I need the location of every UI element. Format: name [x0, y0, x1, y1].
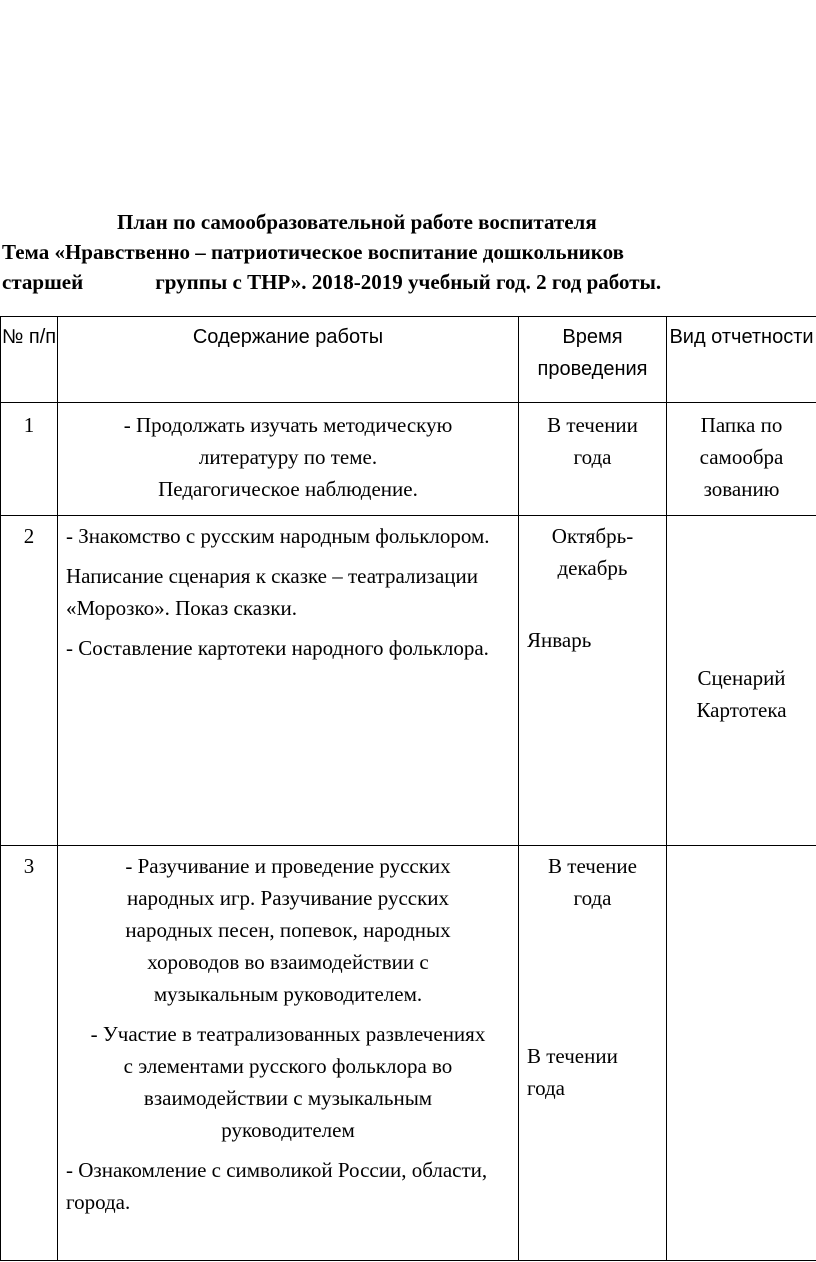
table-header-row: [1, 317, 816, 403]
row-2-content: [58, 516, 519, 846]
table-row: [1, 846, 816, 1261]
row-1-content-p1: - Продолжать изучать методическую литературу по теме.: [123, 413, 453, 469]
row-3-report: [667, 846, 816, 1261]
row-1-time: [519, 403, 667, 516]
row-1-num: 1: [1, 403, 58, 516]
title-line-2: Тема «Нравственно – патриотическое воспитание дошкольников: [2, 240, 624, 264]
title-line-3: [0, 267, 816, 297]
title-line-3-a: старшей: [2, 270, 84, 294]
row-3-content-p1: - Разучивание и проведение русских народных игр. Разучивание русских народных песен, попевок, народных хороводов во взаимодействии с музыкальным руководителем.: [125, 854, 451, 1006]
row-2-content-p1: - Знакомство с русским народным фольклором.: [66, 524, 490, 548]
row-2-report: Сценарий Картотека: [667, 516, 816, 846]
header-num: № п/п: [1, 317, 58, 403]
header-report: Вид отчетности: [667, 317, 816, 403]
row-2-content-p2: Написание сценария к сказке – театрализации «Морозко». Показ сказки.: [66, 564, 479, 620]
plan-table: [0, 316, 816, 1261]
row-3-time: [519, 846, 667, 1261]
row-2-time: [519, 516, 667, 846]
row-1-report: Папка по самообра зованию: [667, 403, 816, 516]
row-2-content-p3: - Составление картотеки народного фольклора.: [66, 636, 489, 660]
row-2-num: 2: [1, 516, 58, 846]
row-3-content-p3: - Ознакомление с символикой России, области, города.: [66, 1158, 488, 1214]
header-content: Содержание работы: [58, 317, 519, 403]
row-1-content: [58, 403, 519, 516]
row-2-time-p1: Октябрь-декабрь: [551, 524, 634, 580]
document-title: [0, 207, 816, 297]
row-1-time-p1: В течении года: [547, 413, 638, 469]
table-row: [1, 403, 816, 516]
title-line-1: План по самообразовательной работе воспитателя: [117, 210, 597, 234]
row-1-content-p2: Педагогическое наблюдение.: [158, 477, 418, 501]
row-3-content-p2: - Участие в театрализованных развлечениях с элементами русского фольклора во взаимодействии с музыкальным руководителем: [90, 1022, 486, 1142]
row-3-content: [58, 846, 519, 1261]
row-3-num: 3: [1, 846, 58, 1261]
title-line-3-b: группы с ТНР». 2018-2019 учебный год. 2 год работы.: [155, 270, 662, 294]
row-2-time-p2: Январь: [527, 628, 592, 652]
row-3-time-p1: В течение года: [548, 854, 637, 910]
row-3-time-p2: В течении года: [527, 1044, 618, 1100]
table-row: [1, 516, 816, 846]
header-time: Время проведения: [519, 317, 667, 403]
